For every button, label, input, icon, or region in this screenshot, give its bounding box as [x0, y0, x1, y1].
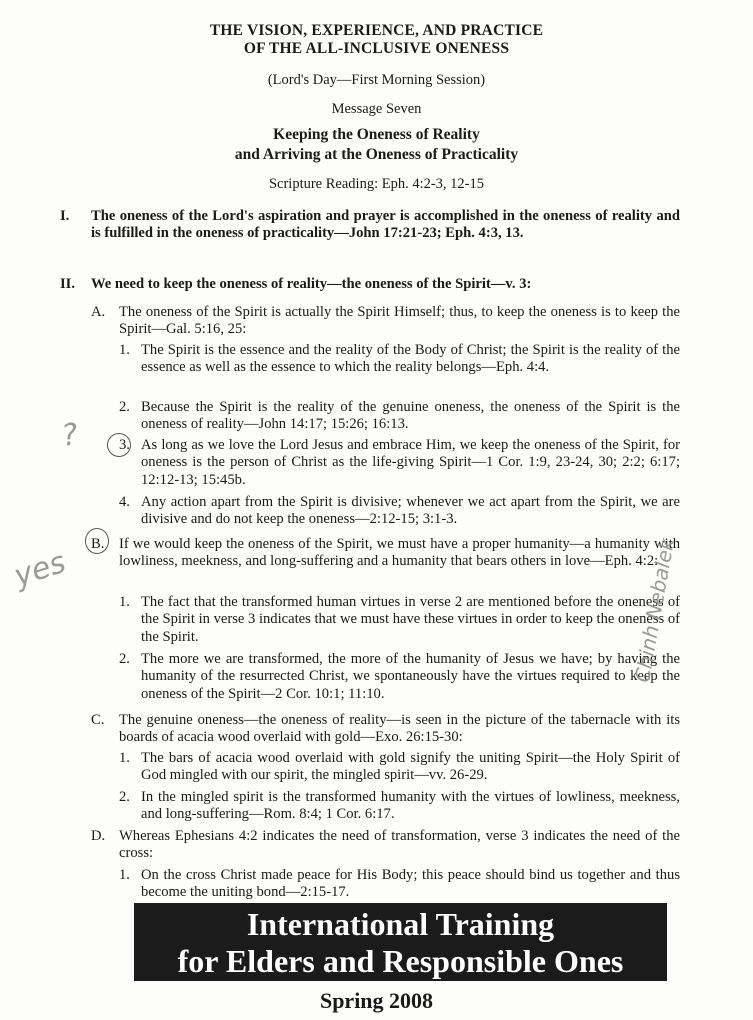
message-number: Message Seven: [331, 101, 422, 117]
outline-point-B2-text: The more we are transformed, the more of the humanity of Jesus we have; by having the humanity of the resurrected Christ, we spontaneously have the virtues required to keep the oneness of the Spirit—2 Cor. 10:1; 11:10.: [141, 651, 680, 702]
document-title-line-2: OF THE ALL-INCLUSIVE ONENESS: [243, 40, 510, 57]
outline-point-A3-number: 3.: [119, 437, 130, 453]
handwritten-circle-a3: [107, 433, 131, 457]
outline-point-A2-number: 2.: [119, 399, 130, 415]
outline-point-B2: [119, 651, 680, 703]
outline-point-B-number: B.: [91, 536, 105, 552]
footer-date: Spring 2008: [319, 988, 434, 1013]
handwritten-side-note: Chinh Nebalek: [630, 536, 679, 685]
outline-point-A4: [119, 494, 680, 529]
outline-point-D1: [119, 867, 680, 902]
document-title-line-1: THE VISION, EXPERIENCE, AND PRACTICE: [209, 22, 544, 39]
scripture-reading: Scripture Reading: Eph. 4:2-3, 12-15: [268, 176, 485, 192]
outline-point-B1-number: 1.: [119, 594, 130, 610]
outline-point-D-number: D.: [91, 828, 106, 844]
handwritten-circle-b: [85, 528, 109, 554]
outline-point-C1-number: 1.: [119, 750, 130, 766]
handwritten-question-mark: ?: [59, 417, 81, 454]
outline-point-C: [91, 712, 680, 747]
outline-point-C1: [119, 750, 680, 785]
outline-point-A: [91, 304, 680, 339]
outline-point-II-text: We need to keep the oneness of reality—the oneness of the Spirit—v. 3:: [91, 276, 532, 292]
outline-point-I-number: I.: [60, 208, 70, 224]
outline-point-C1-text: The bars of acacia wood overlaid with gold signify the uniting Spirit—the Holy Spirit of God mingled with our spirit, the mingled spirit—vv. 26-29.: [141, 750, 680, 784]
outline-point-B1-text: The fact that the transformed human virtues in verse 2 are mentioned before the oneness of the Spirit in verse 3 indicates that we must have these virtues in order to keep the oneness of the Spirit.: [141, 594, 681, 645]
banner-line-1: International Training: [246, 906, 555, 942]
outline-point-I-text: The oneness of the Lord's aspiration and prayer is accomplished in the oneness of reality and is fulfilled in the oneness of practicality—John 17:21-23; Eph. 4:3, 13.: [91, 208, 680, 242]
outline-point-B-text: If we would keep the oneness of the Spirit, we must have a proper humanity—a humanity with lowliness, meekness, and long-suffering and a humanity that bears others in love—Eph. 4:2:: [119, 536, 680, 570]
session-label: (Lord's Day—First Morning Session): [267, 72, 486, 88]
outline-point-D1-text: On the cross Christ made peace for His Body; this peace should bind us together and thus become the uniting bond—2:15-17.: [141, 867, 680, 901]
message-title-line-1: Keeping the Oneness of Reality: [273, 126, 480, 143]
outline-point-C-number: C.: [91, 712, 105, 728]
outline-point-A4-number: 4.: [119, 494, 130, 510]
message-title-line-2: and Arriving at the Oneness of Practicality: [234, 146, 519, 163]
outline-point-A3: [119, 437, 680, 489]
outline-point-A1-number: 1.: [119, 342, 130, 358]
outline-point-C2-number: 2.: [119, 789, 130, 805]
outline-point-C2-text: In the mingled spirit is the transformed humanity with the virtues of lowliness, meekness, and long-suffering—Rom. 8:4; 1 Cor. 6:17.: [141, 789, 680, 823]
outline-point-C2: [119, 789, 680, 824]
outline-point-D1-number: 1.: [119, 867, 130, 883]
outline-point-A3-text: As long as we love the Lord Jesus and embrace Him, we keep the oneness of the Spirit, for oneness is the person of Christ as the life-giving Spirit—1 Cor. 1:9, 23-24, 30; 2:2; 6:17; 12:12-13; 15:45b.: [141, 437, 680, 488]
outline-point-C-text: The genuine oneness—the oneness of reality—is seen in the picture of the tabernacle with its boards of acacia wood overlaid with gold—Exo. 26:15-30:: [119, 712, 680, 746]
outline-point-B: [91, 536, 680, 571]
outline-point-A2-text: Because the Spirit is the reality of the genuine oneness, the oneness of the Spirit is the oneness of reality—John 14:17; 15:26; 16:13.: [141, 399, 680, 433]
handwritten-yes-note: yes: [9, 544, 70, 595]
outline-point-B2-number: 2.: [119, 651, 130, 667]
banner-line-2: for Elders and Responsible Ones: [177, 943, 624, 979]
outline-point-D-text: Whereas Ephesians 4:2 indicates the need of transformation, verse 3 indicates the need of the cross:: [119, 828, 680, 862]
outline-point-A1: [119, 342, 680, 377]
outline-point-D: [91, 828, 680, 863]
outline-point-B1: [119, 594, 680, 646]
outline-point-A1-text: The Spirit is the essence and the reality of the Body of Christ; the Spirit is the reality of the essence as well as the essence to which the reality belongs—Eph. 4:4.: [141, 342, 680, 376]
outline-point-A2: [119, 399, 680, 434]
outline-point-II: [60, 276, 680, 293]
outline-point-A-number: A.: [91, 304, 106, 320]
outline-point-I: [60, 208, 680, 243]
outline-point-II-number: II.: [60, 276, 76, 292]
outline-point-A-text: The oneness of the Spirit is actually the Spirit Himself; thus, to keep the oneness is to keep the Spirit—Gal. 5:16, 25:: [119, 304, 680, 338]
outline-point-A4-text: Any action apart from the Spirit is divisive; whenever we act apart from the Spirit, we are divisive and do not keep the oneness—2:12-15; 3:1-3.: [141, 494, 680, 528]
training-banner: [134, 903, 667, 981]
